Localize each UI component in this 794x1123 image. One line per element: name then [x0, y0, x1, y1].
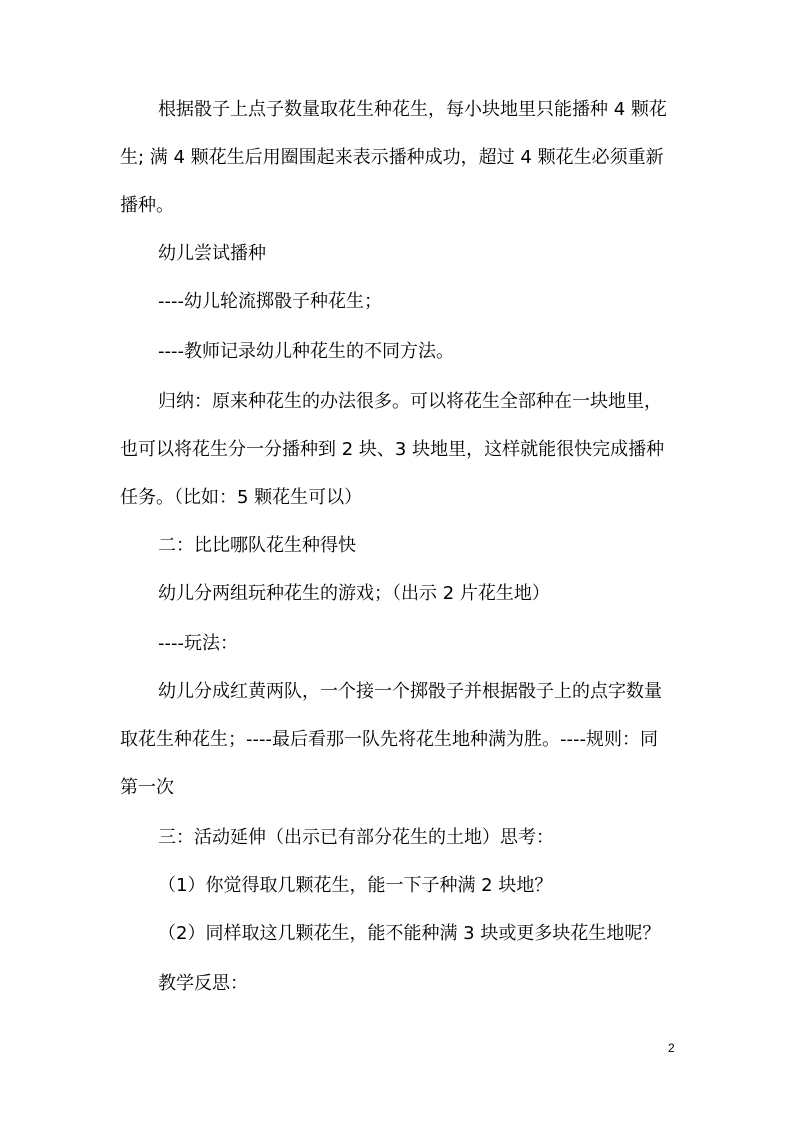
text-line: 归纳：原来种花生的办法很多。可以将花生全部种在一块地里， [158, 391, 662, 412]
text-line: ----教师记录幼儿种花生的不同方法。 [158, 341, 454, 362]
page-number: 2 [668, 1041, 675, 1055]
text-line: 第一次 [120, 777, 174, 798]
text-line: 取花生种花生；----最后看那一队先将花生地种满为胜。----规则：同 [120, 729, 658, 750]
question-line: （1）你觉得取几颗花生，能一下子种满 2 块地？ [158, 875, 553, 896]
question-line: （2）同样取这几颗花生，能不能种满 3 块或更多块花生地呢？ [158, 923, 661, 944]
section-heading: 教学反思： [158, 973, 248, 994]
text-line: ----幼儿轮流掷骰子种花生； [158, 291, 382, 312]
text-line: 播种。 [120, 195, 174, 216]
text-line: 任务。（比如：5 颗花生可以） [120, 487, 363, 508]
text-line: 幼儿分两组玩种花生的游戏；（出示 2 片花生地） [158, 583, 550, 604]
text-line: 生; 满 4 颗花生后用圈围起来表示播种成功，超过 4 颗花生必须重新 [120, 147, 664, 168]
text-line: 根据骰子上点子数量取花生种花生，每小块地里只能播种 4 颗花 [158, 99, 667, 120]
text-line: 也可以将花生分一分播种到 2 块、3 块地里，这样就能很快完成播种 [120, 439, 665, 460]
section-heading: 幼儿尝试播种 [158, 243, 266, 264]
section-heading: 三：活动延伸（出示已有部分花生的土地）思考： [158, 827, 554, 848]
section-heading: 二：比比哪队花生种得快 [158, 535, 356, 556]
text-line: ----玩法： [158, 633, 238, 654]
text-line: 幼儿分成红黄两队，一个接一个掷骰子并根据骰子上的点字数量 [158, 681, 662, 702]
